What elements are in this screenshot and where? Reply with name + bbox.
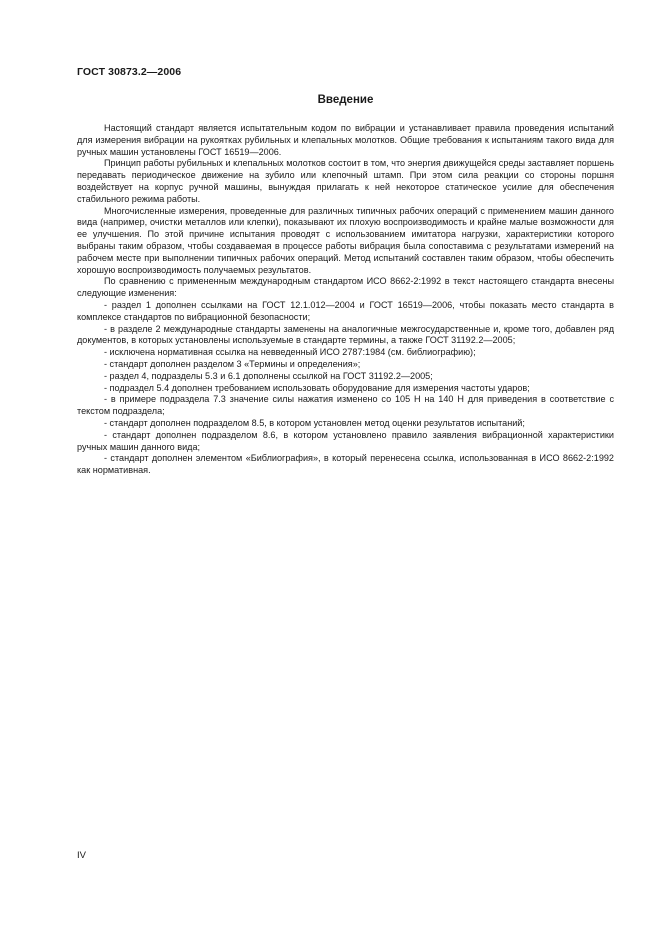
section-title: Введение: [317, 94, 374, 106]
body-text: [77, 123, 614, 477]
paragraph-measurements: Многочисленные измерения, проведенные для различных типичных рабочих операций с применением машин данного вида (например, очистки металлов или клепки), показывают их плохую воспроизводимость и крайне малые возможности для ее улучшения. По этой причине испытания проводят с использованием имитатора нагрузки, характеристики которого выбраны таким образом, чтобы создаваемая в процессе работы вибрация была сопоставима с результатами измерений на рабочем месте при выполнении типичных рабочих операций. Метод испытаний составлен таким образом, чтобы обеспечить хорошую воспроизводимость получаемых результатов.: [77, 205, 614, 275]
change-item: - стандарт дополнен подразделом 8.5, в котором установлен метод оценки результатов испытаний;: [104, 417, 525, 428]
change-item: - раздел 1 дополнен ссылками на ГОСТ 12.1.012—2004 и ГОСТ 16519—2006, чтобы показать место стандарта в комплексе стандартов по вибрационной безопасности;: [77, 299, 614, 322]
page-number: IV: [77, 850, 86, 861]
change-item: - стандарт дополнен подразделом 8.6, в котором установлено правило заявления вибрационной характеристики ручных машин данного вида;: [77, 429, 614, 452]
change-item: - исключена нормативная ссылка на невведенный ИСО 2787:1984 (см. библиографию);: [104, 347, 476, 358]
document-header: ГОСТ 30873.2—2006: [77, 66, 182, 78]
change-item: - стандарт дополнен разделом 3 «Термины и определения»;: [104, 358, 361, 369]
change-item: - в разделе 2 международные стандарты заменены на аналогичные межгосударственные и, кроме того, добавлен ряд документов, в которых установлены используемые в стандарте термины, а также ГОСТ 31192.2—2005;: [77, 323, 614, 346]
change-item: - раздел 4, подразделы 5.3 и 6.1 дополнены ссылкой на ГОСТ 31192.2—2005;: [104, 370, 433, 381]
change-item: - стандарт дополнен элементом «Библиография», в который перенесена ссылка, использованная в ИСО 8662-2:1992 как нормативная.: [77, 453, 614, 476]
change-item: - в примере подраздела 7.3 значение силы нажатия изменено со 105 Н на 140 Н для приведения в соответствие с текстом подраздела;: [77, 394, 614, 417]
change-item: - подраздел 5.4 дополнен требованием использовать оборудование для измерения частоты ударов;: [104, 382, 530, 393]
paragraph-principle: Принцип работы рубильных и клепальных молотков состоит в том, что энергия движущейся среды заставляет поршень передавать периодическое движение на зубило или клепочный штамп. При этом сила реакции со стороны поршня воздействует на корпус ручной машины, вынуждая прилагать к ней некоторое статическое усилие для обеспечения стабильного режима работы.: [77, 158, 614, 204]
paragraph-changes-intro: По сравнению с примененным международным стандартом ИСО 8662-2:1992 в текст настоящего стандарта внесены следующие изменения:: [77, 276, 614, 299]
paragraph-intro: Настоящий стандарт является испытательным кодом по вибрации и устанавливает правила проведения испытаний для измерения вибрации на рукоятках рубильных и клепальных молотков. Общие требования к испытаниям такого вида для ручных машин установлены ГОСТ 16519—2006.: [77, 123, 614, 157]
